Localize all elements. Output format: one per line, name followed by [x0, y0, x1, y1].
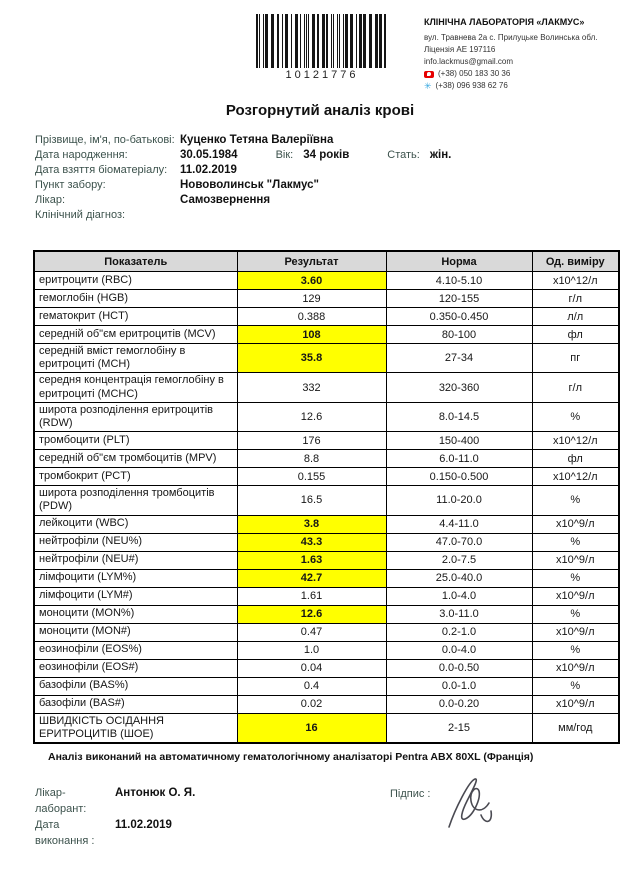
column-header-result: Результат [237, 251, 386, 272]
lab-phone-2: (+38) 096 938 62 76 [435, 81, 508, 90]
row-result-cell: 42.7 [237, 569, 386, 587]
row-name-cell: моноцити (MON#) [34, 623, 237, 641]
table-row [34, 659, 619, 677]
patient-name-label: Прізвище, ім'я, по-батькові: [35, 134, 175, 146]
row-unit-cell: x10^9/л [532, 695, 619, 713]
collection-point-label: Пункт забору: [35, 179, 106, 191]
row-unit-cell: x10^12/л [532, 272, 619, 290]
execution-date-value: 11.02.2019 [115, 818, 172, 831]
row-result-cell: 0.47 [237, 623, 386, 641]
table-row [34, 432, 619, 450]
row-result-cell: 176 [237, 432, 386, 450]
report-footer [35, 785, 640, 855]
row-result-cell: 1.63 [237, 551, 386, 569]
row-norm-cell: 320-360 [386, 373, 532, 402]
row-norm-cell: 11.0-20.0 [386, 486, 532, 515]
birth-date-label: Дата народження: [35, 149, 128, 161]
lab-address: вул. Травнева 2а с. Прилуцьке Волинська обл. [424, 33, 598, 42]
row-result-cell: 0.4 [237, 677, 386, 695]
phone-line-1 [424, 68, 634, 80]
row-name-cell: широта розподілення тромбоцитів (PDW) [34, 486, 237, 515]
lab-email: info.lackmus@gmail.com [424, 57, 514, 66]
row-result-cell: 3.60 [237, 272, 386, 290]
execution-date-label: Дата виконання : [35, 818, 95, 847]
row-result-cell: 108 [237, 326, 386, 344]
row-unit-cell: % [532, 402, 619, 431]
row-name-cell: гемоглобін (HGB) [34, 290, 237, 308]
row-norm-cell: 4.10-5.10 [386, 272, 532, 290]
row-result-cell: 0.388 [237, 308, 386, 326]
row-name-cell: середня концентрація гемоглобіну в еритроциті (MCHC) [34, 373, 237, 402]
execution-date-row [35, 817, 640, 849]
row-result-cell: 16.5 [237, 486, 386, 515]
row-name-cell: лейкоцити (WBC) [34, 515, 237, 533]
row-unit-cell: фл [532, 326, 619, 344]
table-row [34, 677, 619, 695]
collection-point-row [35, 178, 640, 193]
row-unit-cell: % [532, 641, 619, 659]
row-unit-cell: % [532, 677, 619, 695]
phone-line-2 [424, 80, 634, 92]
row-name-cell: тромбоцити (PLT) [34, 432, 237, 450]
row-norm-cell: 3.0-11.0 [386, 605, 532, 623]
column-header-indicator: Показатель [34, 251, 237, 272]
referring-doctor-row [35, 193, 640, 208]
age-label: Вік: [275, 149, 294, 161]
column-header-norm: Норма [386, 251, 532, 272]
row-result-cell: 16 [237, 713, 386, 743]
biomaterial-date-value: 11.02.2019 [180, 164, 237, 176]
row-name-cell: базофіли (BAS%) [34, 677, 237, 695]
row-result-cell: 1.61 [237, 587, 386, 605]
kyivstar-operator-icon: ✳ [424, 80, 432, 91]
row-result-cell: 0.02 [237, 695, 386, 713]
table-row [34, 373, 619, 402]
table-row [34, 308, 619, 326]
row-result-cell: 43.3 [237, 533, 386, 551]
table-row [34, 623, 619, 641]
row-name-cell: еозинофіли (EOS%) [34, 641, 237, 659]
collection-point-value: Нововолинськ "Лакмус" [180, 179, 319, 191]
row-unit-cell: x10^9/л [532, 515, 619, 533]
biomaterial-date-row [35, 163, 640, 178]
diagnosis-label: Клінічний діагноз: [35, 209, 126, 221]
row-name-cell: моноцити (MON%) [34, 605, 237, 623]
lab-license: Ліцензія АЕ 197116 [424, 45, 496, 54]
sex-label: Стать: [387, 149, 420, 161]
row-norm-cell: 25.0-40.0 [386, 569, 532, 587]
row-unit-cell: фл [532, 450, 619, 468]
table-row [34, 450, 619, 468]
row-norm-cell: 0.0-0.50 [386, 659, 532, 677]
row-result-cell: 1.0 [237, 641, 386, 659]
row-result-cell: 3.8 [237, 515, 386, 533]
patient-name-value: Куценко Тетяна Валеріївна [180, 134, 334, 146]
row-unit-cell: г/л [532, 290, 619, 308]
row-unit-cell: x10^9/л [532, 623, 619, 641]
patient-name-row [35, 133, 640, 148]
report-header [0, 0, 640, 96]
row-name-cell: нейтрофіли (NEU#) [34, 551, 237, 569]
row-name-cell: широта розподілення еритроцитів (RDW) [34, 402, 237, 431]
row-norm-cell: 0.0-1.0 [386, 677, 532, 695]
row-name-cell: еозинофіли (EOS#) [34, 659, 237, 677]
row-name-cell: середній об"єм тромбоцитів (MPV) [34, 450, 237, 468]
referring-doctor-value: Самозвернення [180, 194, 271, 206]
row-norm-cell: 27-34 [386, 344, 532, 373]
row-unit-cell: x10^12/л [532, 468, 619, 486]
row-name-cell: лімфоцити (LYM#) [34, 587, 237, 605]
row-norm-cell: 2-15 [386, 713, 532, 743]
row-norm-cell: 4.4-11.0 [386, 515, 532, 533]
row-name-cell: середній вміст гемоглобіну в еритроциті (MCH) [34, 344, 237, 373]
birth-age-sex-group [180, 148, 451, 163]
row-name-cell: еритроцити (RBC) [34, 272, 237, 290]
lab-doctor-label: Лікар-лаборант: [35, 786, 87, 815]
signature-label: Підпис : [390, 787, 431, 800]
table-row [34, 515, 619, 533]
row-name-cell: базофіли (BAS#) [34, 695, 237, 713]
patient-info-block [35, 133, 640, 223]
row-unit-cell: % [532, 569, 619, 587]
row-norm-cell: 47.0-70.0 [386, 533, 532, 551]
row-norm-cell: 6.0-11.0 [386, 450, 532, 468]
row-name-cell: нейтрофіли (NEU%) [34, 533, 237, 551]
lab-name: КЛІНІЧНА ЛАБОРАТОРІЯ «ЛАКМУС» [424, 17, 585, 27]
row-unit-cell: г/л [532, 373, 619, 402]
row-norm-cell: 0.0-4.0 [386, 641, 532, 659]
patient-birth-row [35, 148, 640, 163]
row-norm-cell: 0.2-1.0 [386, 623, 532, 641]
table-row [34, 402, 619, 431]
lab-phone-1: (+38) 050 183 30 36 [438, 69, 511, 78]
row-unit-cell: % [532, 605, 619, 623]
table-row [34, 468, 619, 486]
row-unit-cell: % [532, 533, 619, 551]
row-name-cell: гематокрит (HCT) [34, 308, 237, 326]
biomaterial-date-label: Дата взяття біоматеріалу: [35, 164, 168, 176]
row-unit-cell: % [532, 486, 619, 515]
row-unit-cell: мм/год [532, 713, 619, 743]
table-row [34, 290, 619, 308]
row-result-cell: 0.155 [237, 468, 386, 486]
table-row [34, 605, 619, 623]
row-norm-cell: 8.0-14.5 [386, 402, 532, 431]
table-row [34, 533, 619, 551]
row-name-cell: лімфоцити (LYM%) [34, 569, 237, 587]
results-tbody [34, 272, 619, 743]
table-row [34, 344, 619, 373]
sex-value: жін. [429, 149, 452, 161]
lab-doctor-row [35, 785, 640, 817]
row-unit-cell: л/л [532, 308, 619, 326]
row-unit-cell: пг [532, 344, 619, 373]
vodafone-operator-icon [424, 71, 434, 78]
age-value: 34 років [303, 149, 350, 161]
row-result-cell: 0.04 [237, 659, 386, 677]
row-norm-cell: 1.0-4.0 [386, 587, 532, 605]
table-row [34, 695, 619, 713]
row-norm-cell: 120-155 [386, 290, 532, 308]
birth-date-value: 30.05.1984 [180, 149, 238, 161]
row-norm-cell: 0.150-0.500 [386, 468, 532, 486]
row-norm-cell: 2.0-7.5 [386, 551, 532, 569]
table-row [34, 326, 619, 344]
row-norm-cell: 0.0-0.20 [386, 695, 532, 713]
results-table [33, 250, 620, 744]
table-row [34, 551, 619, 569]
table-row [34, 272, 619, 290]
diagnosis-row [35, 208, 640, 223]
row-norm-cell: 80-100 [386, 326, 532, 344]
row-unit-cell: x10^9/л [532, 587, 619, 605]
column-header-unit: Од. виміру [532, 251, 619, 272]
barcode-number: 10121776 [285, 69, 359, 81]
table-row [34, 486, 619, 515]
table-row [34, 641, 619, 659]
row-norm-cell: 0.350-0.450 [386, 308, 532, 326]
row-result-cell: 35.8 [237, 344, 386, 373]
table-row [34, 587, 619, 605]
lab-doctor-value: Антонюк О. Я. [115, 786, 196, 799]
row-unit-cell: x10^9/л [532, 551, 619, 569]
table-header-row [34, 251, 619, 272]
row-norm-cell: 150-400 [386, 432, 532, 450]
row-result-cell: 8.8 [237, 450, 386, 468]
doctor-signature [435, 775, 505, 835]
barcode-image [256, 14, 388, 68]
row-unit-cell: x10^12/л [532, 432, 619, 450]
barcode-block [254, 14, 390, 81]
row-unit-cell: x10^9/л [532, 659, 619, 677]
report-title: Розгорнутий аналіз крові [225, 102, 415, 119]
lab-info-block [424, 17, 634, 92]
table-row [34, 713, 619, 743]
row-name-cell: тромбокрит (PCT) [34, 468, 237, 486]
row-result-cell: 12.6 [237, 402, 386, 431]
row-name-cell: ШВИДКІСТЬ ОСІДАННЯ ЕРИТРОЦИТІВ (ШОЕ) [34, 713, 237, 743]
row-result-cell: 12.6 [237, 605, 386, 623]
row-result-cell: 129 [237, 290, 386, 308]
row-name-cell: середній об"єм еритроцитів (MCV) [34, 326, 237, 344]
table-row [34, 569, 619, 587]
analyzer-note: Аналіз виконаний на автоматичному гематологічному аналізаторі Pentra ABX 80XL (Франція) [48, 750, 534, 763]
row-result-cell: 332 [237, 373, 386, 402]
referring-doctor-label: Лікар: [35, 194, 66, 206]
